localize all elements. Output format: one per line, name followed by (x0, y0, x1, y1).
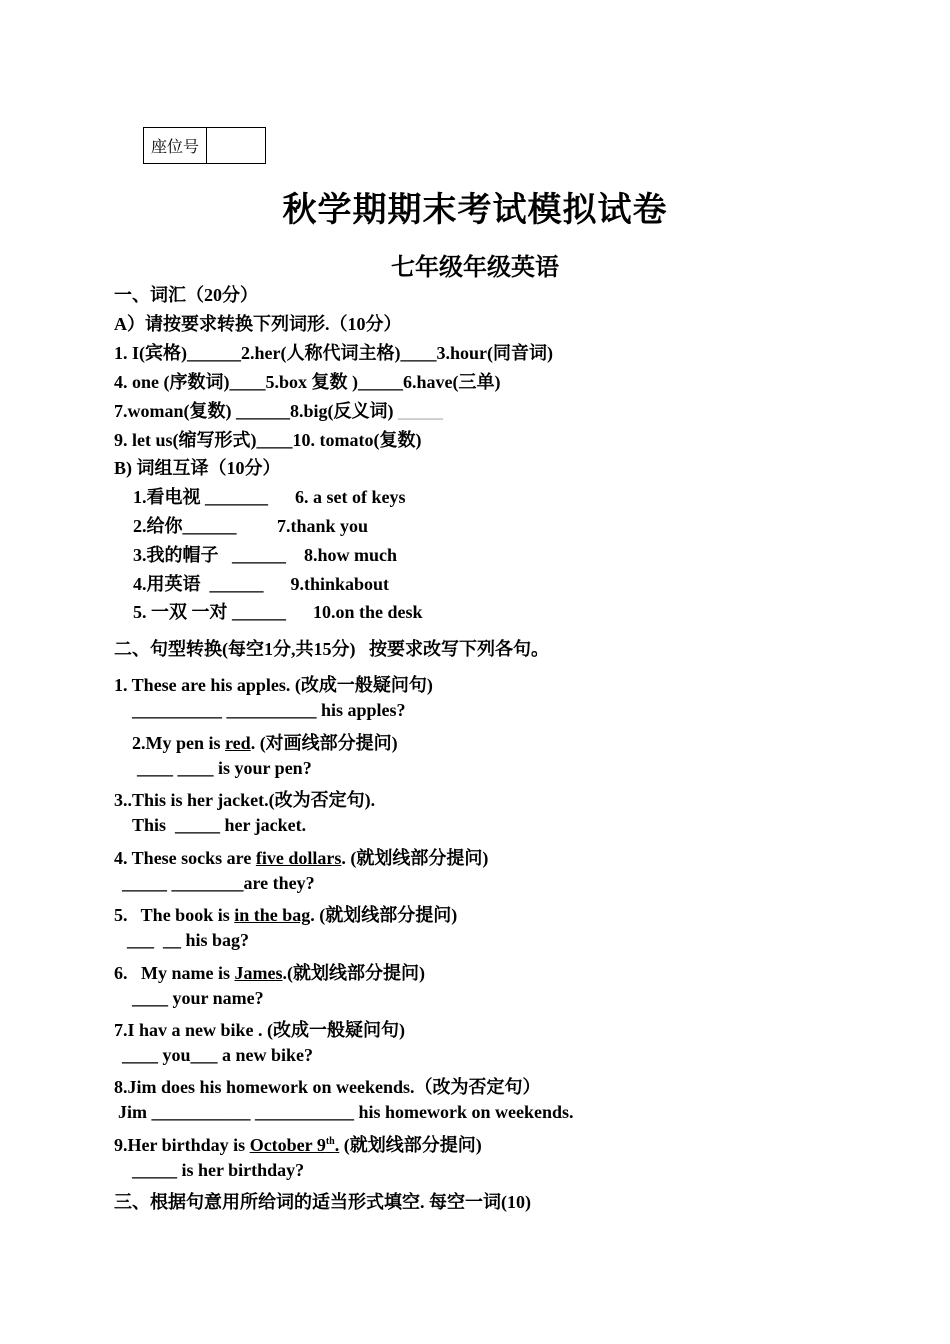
vocab-item-row: 1. I(宾格)______2.her(人称代词主格)____3.hour(同音词) (114, 343, 553, 363)
answer-line-2: ____ ____ is your pen? (137, 758, 312, 778)
answer-line-6: ____ your name? (132, 988, 264, 1008)
phrase-row: 3.我的帽子 ______ 8.how much (133, 545, 398, 565)
section-1-heading: 一、词汇（20分） (114, 285, 258, 305)
answer-line-4: _____ ________are they? (122, 873, 315, 893)
question-5: 5. The book is in the bag. (就划线部分提问) (114, 905, 458, 925)
vocab-item-row: 4. one (序数词)____5.box 复数 )_____6.have(三单) (114, 372, 501, 392)
seat-number-field[interactable] (207, 128, 265, 163)
section-2-heading: 二、句型转换(每空1分,共15分) 按要求改写下列各句。 (114, 639, 549, 659)
question-9: 9.Her birthday is October 9th. (就划线部分提问) (114, 1135, 482, 1155)
seat-number-label: 座位号 (144, 128, 207, 163)
question-7: 7.I hav a new bike . (改成一般疑问句) (114, 1020, 406, 1040)
answer-line-3: This _____ her jacket. (132, 815, 307, 835)
section-1b-heading: B) 词组互译（10分） (114, 458, 281, 478)
phrase-row: 2.给你______ 7.thank you (133, 516, 369, 536)
question-4: 4. These socks are five dollars. (就划线部分提问) (114, 848, 489, 868)
question-6: 6. My name is James.(就划线部分提问) (114, 963, 425, 983)
answer-line-8: Jim ___________ ___________ his homework on weekends. (118, 1102, 574, 1122)
exam-subtitle: 七年级年级英语 (391, 255, 559, 281)
answer-line-9: _____ is her birthday? (132, 1160, 305, 1180)
answer-line-7: ____ you___ a new bike? (122, 1045, 314, 1065)
answer-line-5: ___ __ his bag? (127, 930, 250, 950)
section-3-heading: 三、根据句意用所给词的适当形式填空. 每空一词(10) (114, 1192, 531, 1212)
question-3: 3..This is her jacket.(改为否定句). (114, 790, 376, 810)
answer-line-1: __________ __________ his apples? (132, 700, 406, 720)
section-1a-heading: A）请按要求转换下列词形.（10分） (114, 314, 402, 334)
phrase-row: 1.看电视 _______ 6. a set of keys (133, 487, 406, 507)
question-1: 1. These are his apples. (改成一般疑问句) (114, 675, 433, 695)
exam-title: 秋学期期末考试模拟试卷 (282, 192, 668, 229)
phrase-row: 5. 一双 一对 ______ 10.on the desk (133, 602, 423, 622)
question-8: 8.Jim does his homework on weekends.（改为否定句） (114, 1077, 541, 1097)
vocab-item-row: 7.woman(复数) ______8.big(反义词) _____ (114, 401, 443, 421)
question-2: 2.My pen is red. (对画线部分提问) (132, 733, 398, 753)
seat-number-box (143, 127, 266, 164)
phrase-row: 4.用英语 ______ 9.thinkabout (133, 574, 390, 594)
vocab-item-row: 9. let us(缩写形式)____10. tomato(复数) (114, 430, 422, 450)
